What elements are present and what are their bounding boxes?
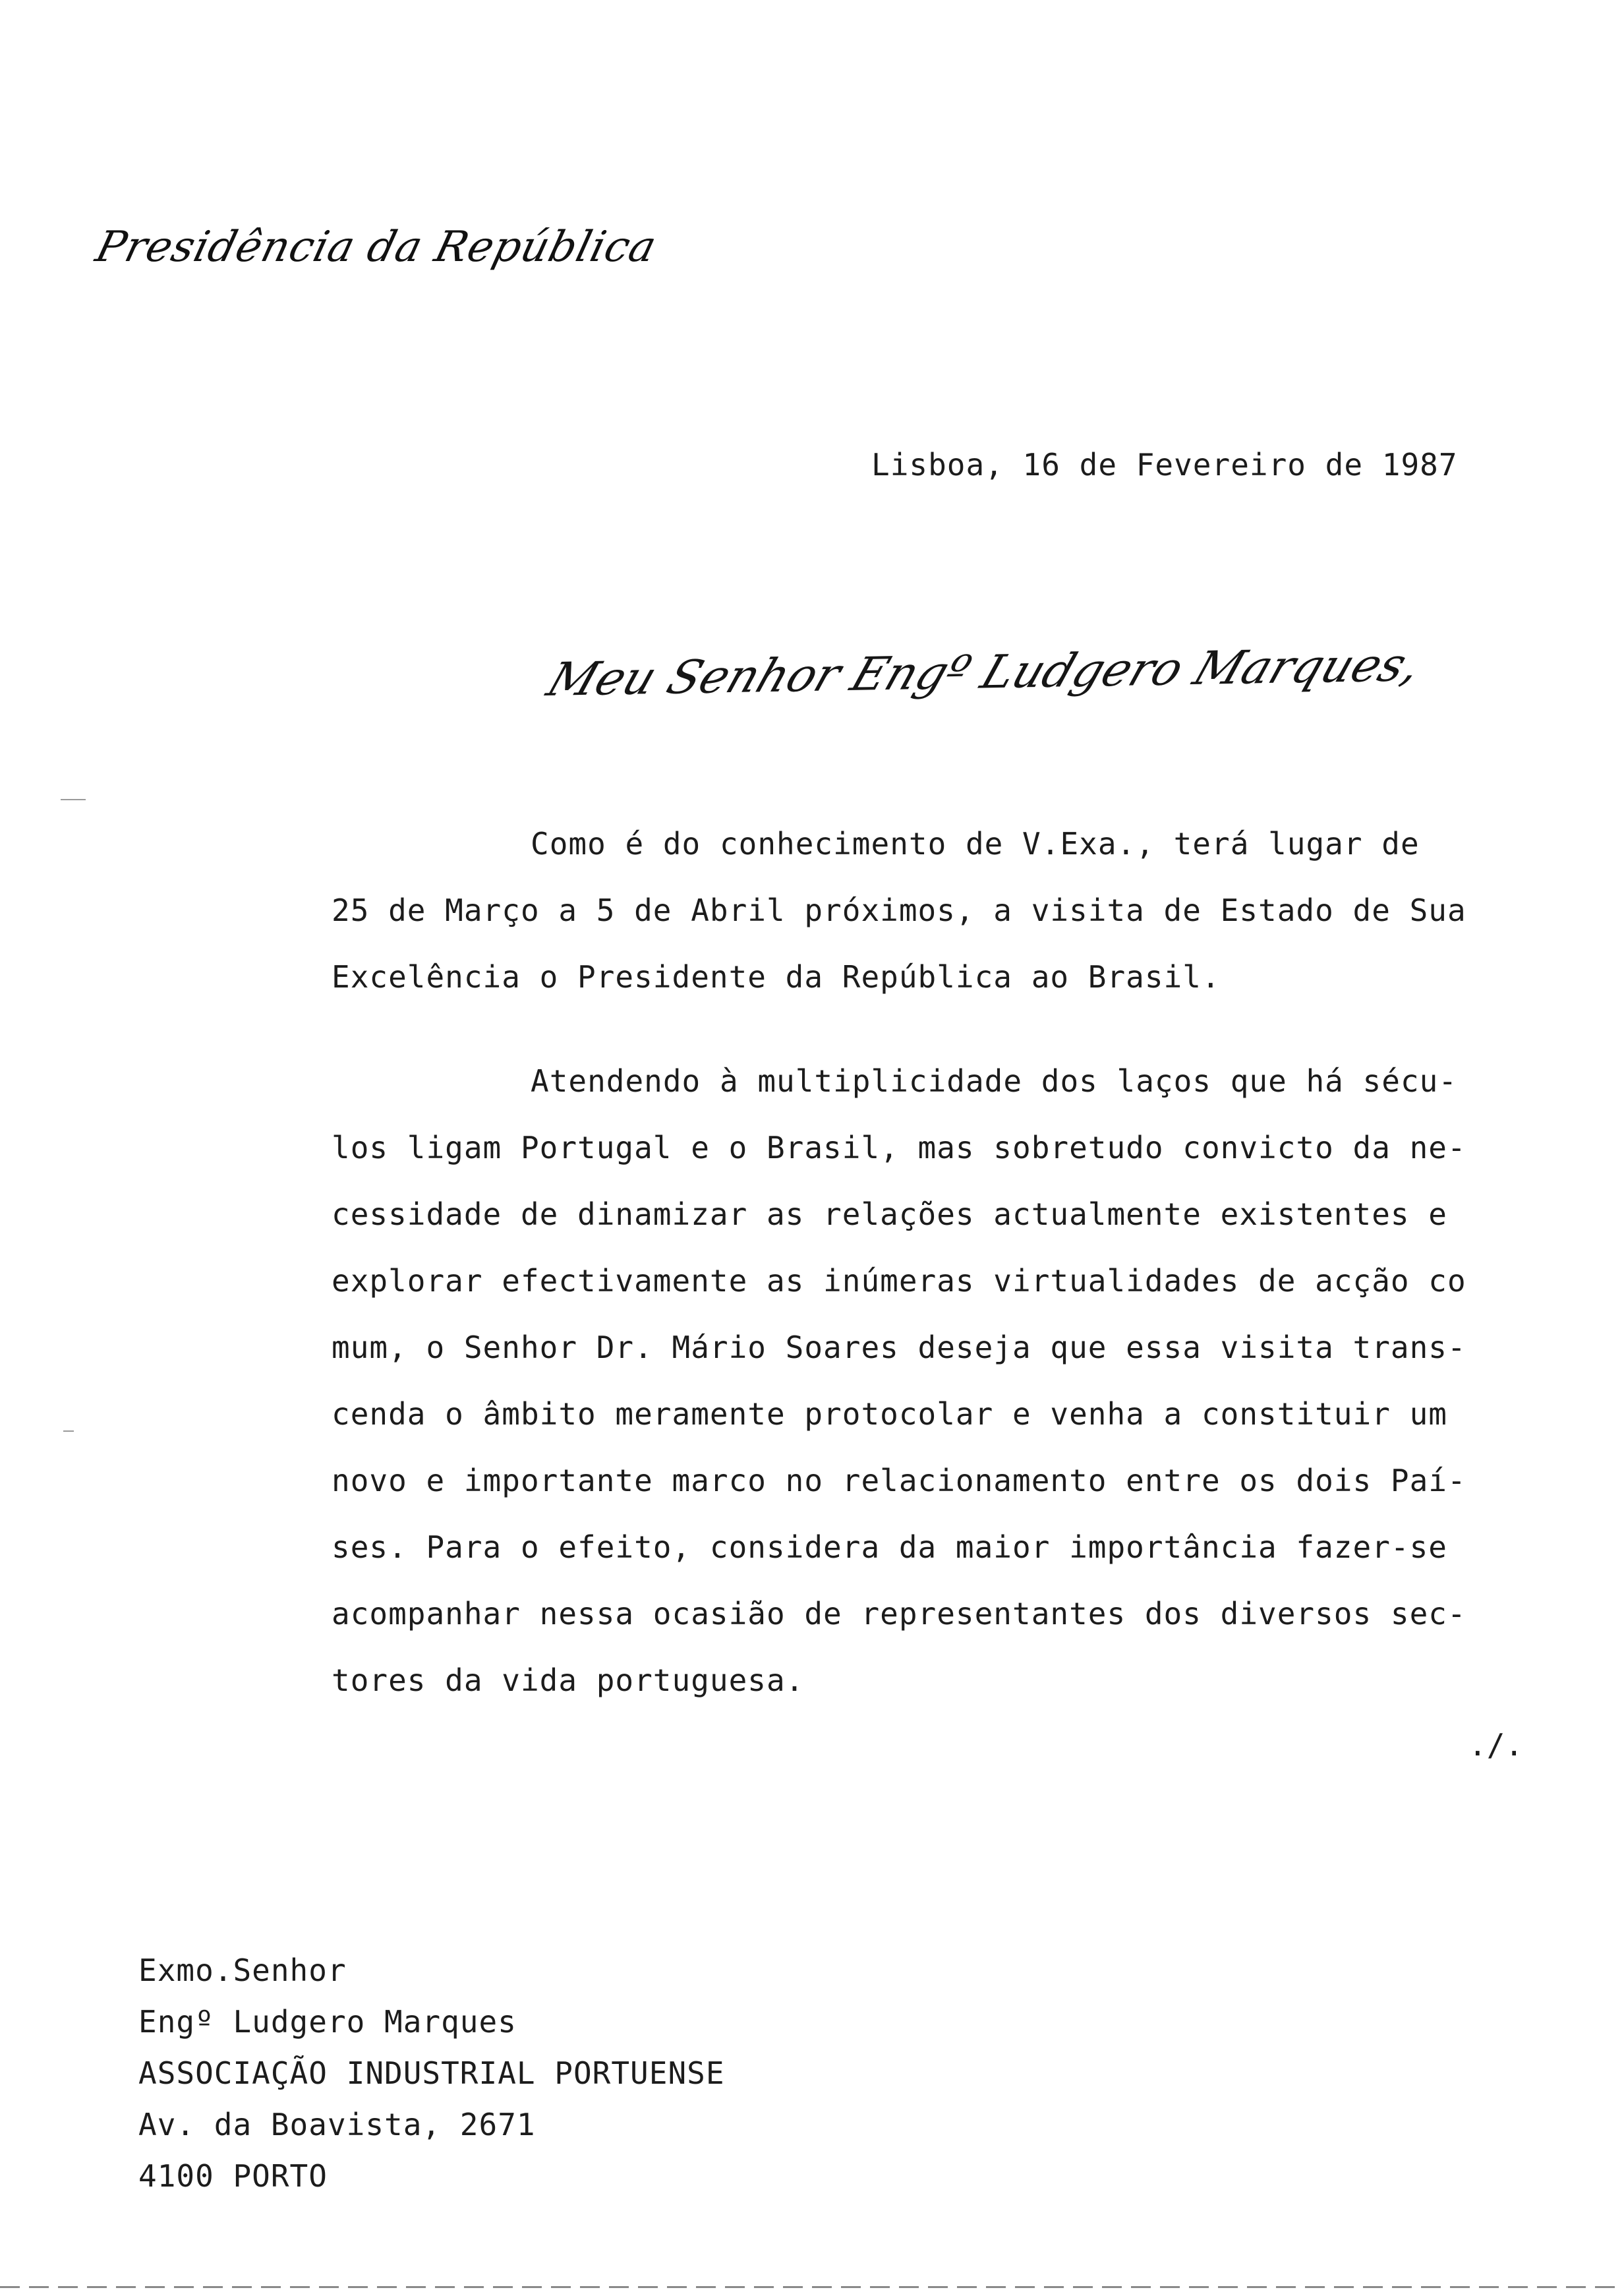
handwritten-salutation: Meu Senhor Engº Ludgero Marques,	[540, 637, 1429, 707]
body-paragraph-2	[332, 1048, 1544, 1714]
paragraph-line: tores da vida portuguesa.	[332, 1662, 805, 1698]
scan-edge-line	[0, 2286, 1624, 2288]
scan-speck	[63, 1430, 74, 1432]
body-paragraph-1	[332, 811, 1544, 1011]
paragraph-line: Como é do conhecimento de V.Exa., terá lugar de	[531, 826, 1420, 862]
paragraph-line: Atendendo à multiplicidade dos laços que há sécu-	[531, 1063, 1458, 1099]
paragraph-line: novo e importante marco no relacionamento entre os dois Paí-	[332, 1463, 1466, 1498]
paragraph-line: cessidade de dinamizar as relações actualmente existentes e	[332, 1196, 1447, 1232]
recipient-line: ASSOCIAÇÃO INDUSTRIAL PORTUENSE	[138, 2055, 725, 2091]
paragraph-line: acompanhar nessa ocasião de representantes dos diversos sec-	[332, 1596, 1466, 1632]
recipient-line: 4100 PORTO	[138, 2158, 328, 2194]
paragraph-line: 25 de Março a 5 de Abril próximos, a visita de Estado de Sua	[332, 893, 1466, 928]
recipient-address	[138, 1945, 725, 2202]
date-line: Lisboa, 16 de Fevereiro de 1987	[871, 447, 1458, 483]
letterhead-title: Presidência da República	[91, 223, 662, 272]
recipient-line: Av. da Boavista, 2671	[138, 2107, 536, 2142]
recipient-line: Engº Ludgero Marques	[138, 2004, 517, 2040]
paragraph-line: cenda o âmbito meramente protocolar e venha a constituir um	[332, 1396, 1447, 1432]
paragraph-line: ses. Para o efeito, considera da maior importância fazer-se	[332, 1529, 1447, 1565]
paragraph-line: los ligam Portugal e o Brasil, mas sobretudo convicto da ne-	[332, 1130, 1466, 1165]
paragraph-line: mum, o Senhor Dr. Mário Soares deseja que essa visita trans-	[332, 1330, 1466, 1365]
scan-speck	[61, 799, 86, 800]
recipient-line: Exmo.Senhor	[138, 1953, 347, 1988]
continuation-mark: ./.	[1468, 1727, 1524, 1763]
paragraph-line: Excelência o Presidente da República ao Brasil.	[332, 959, 1221, 995]
paragraph-line: explorar efectivamente as inúmeras virtualidades de acção co	[332, 1263, 1466, 1299]
